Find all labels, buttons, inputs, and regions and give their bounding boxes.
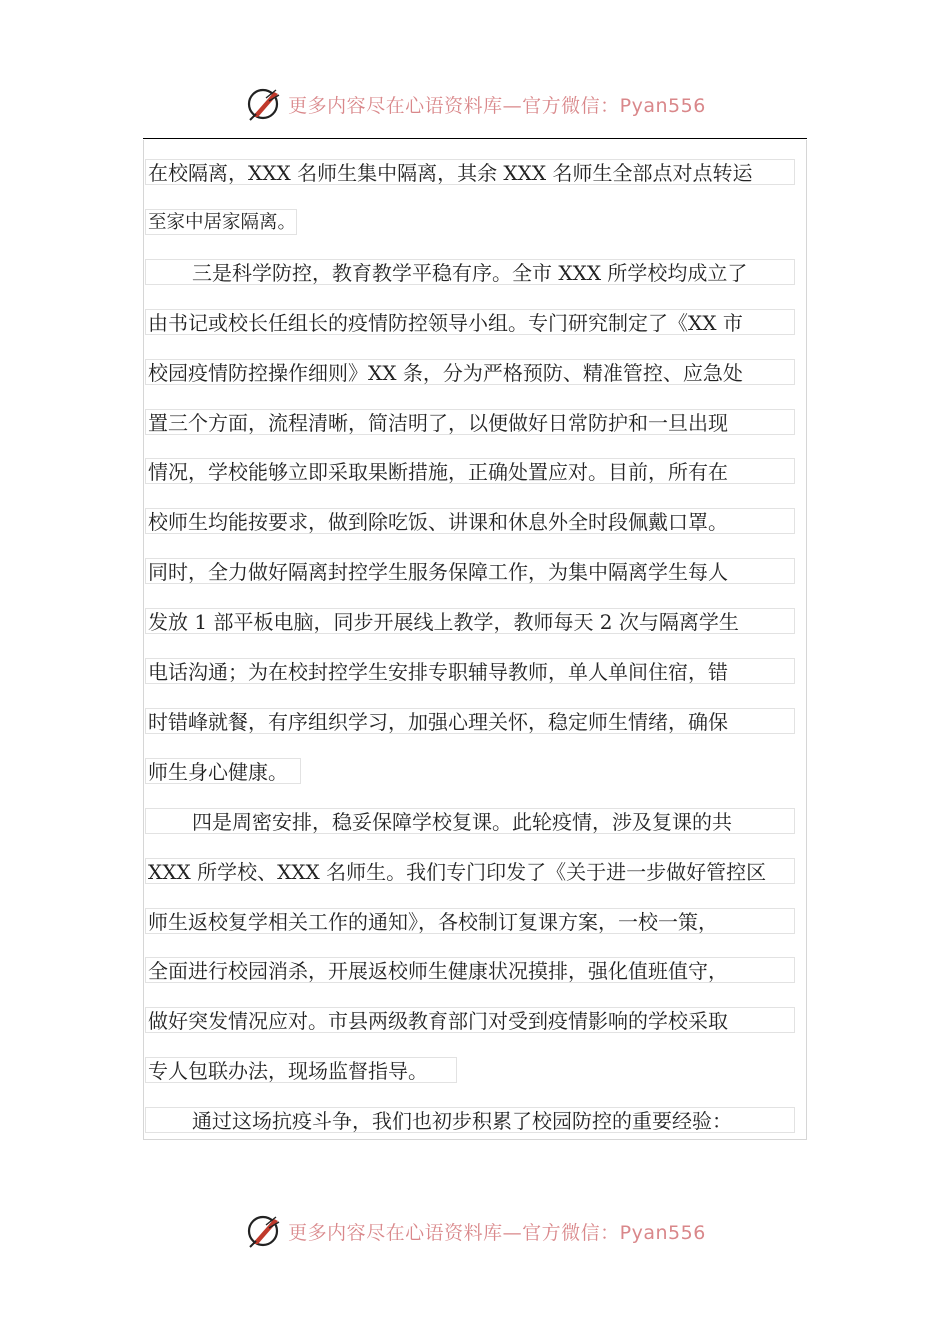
footer-banner-text: 更多内容尽在心语资料库—官方微信：Pyan556	[288, 1221, 706, 1244]
text-line: 通过这场抗疫斗争，我们也初步积累了校园防控的重要经验：	[145, 1107, 795, 1133]
text-line: 全面进行校园消杀，开展返校师生健康状况摸排，强化值班值守，	[145, 957, 795, 983]
text-line: 置三个方面，流程清晰，简洁明了，以便做好日常防护和一旦出现	[145, 409, 795, 435]
text-line: 校师生均能按要求，做到除吃饭、讲课和休息外全时段佩戴口罩。	[145, 508, 795, 534]
text-line: 校园疫情防控操作细则》XX 条，分为严格预防、精准管控、应急处	[145, 359, 795, 385]
text-line: 三是科学防控，教育教学平稳有序。全市 XXX 所学校均成立了	[145, 259, 795, 285]
text-line: 四是周密安排，稳妥保障学校复课。此轮疫情，涉及复课的共	[145, 808, 795, 834]
text-line: 发放 1 部平板电脑，同步开展线上教学，教师每天 2 次与隔离学生	[145, 608, 795, 634]
text-line: 专人包联办法，现场监督指导。	[145, 1057, 457, 1083]
wechat-id: Pyan556	[619, 1221, 706, 1244]
header-banner	[0, 82, 950, 126]
quill-pen-logo-icon	[244, 84, 284, 124]
header-banner-text: 更多内容尽在心语资料库—官方微信：Pyan556	[288, 94, 706, 117]
text-line: 时错峰就餐，有序组织学习，加强心理关怀，稳定师生情绪，确保	[145, 708, 795, 734]
text-line: 至家中居家隔离。	[145, 209, 297, 235]
text-line: 同时，全力做好隔离封控学生服务保障工作，为集中隔离学生每人	[145, 558, 795, 584]
text-line: 在校隔离，XXX 名师生集中隔离，其余 XXX 名师生全部点对点转运	[145, 159, 795, 185]
wechat-id: Pyan556	[619, 94, 706, 117]
header-rule	[143, 138, 807, 139]
text-line: 师生返校复学相关工作的通知》，各校制订复课方案，一校一策，	[145, 908, 795, 934]
text-line: 情况，学校能够立即采取果断措施，正确处置应对。目前，所有在	[145, 458, 795, 484]
text-line: 电话沟通；为在校封控学生安排专职辅导教师，单人单间住宿，错	[145, 658, 795, 684]
text-line: 由书记或校长任组长的疫情防控领导小组。专门研究制定了《XX 市	[145, 309, 795, 335]
text-line: 师生身心健康。	[145, 758, 301, 784]
text-frame	[143, 140, 807, 1140]
text-line: XXX 所学校、XXX 名师生。我们专门印发了《关于进一步做好管控区	[145, 858, 795, 884]
footer-banner	[0, 1209, 950, 1253]
quill-pen-logo-icon	[244, 1211, 284, 1251]
text-line: 做好突发情况应对。市县两级教育部门对受到疫情影响的学校采取	[145, 1007, 795, 1033]
